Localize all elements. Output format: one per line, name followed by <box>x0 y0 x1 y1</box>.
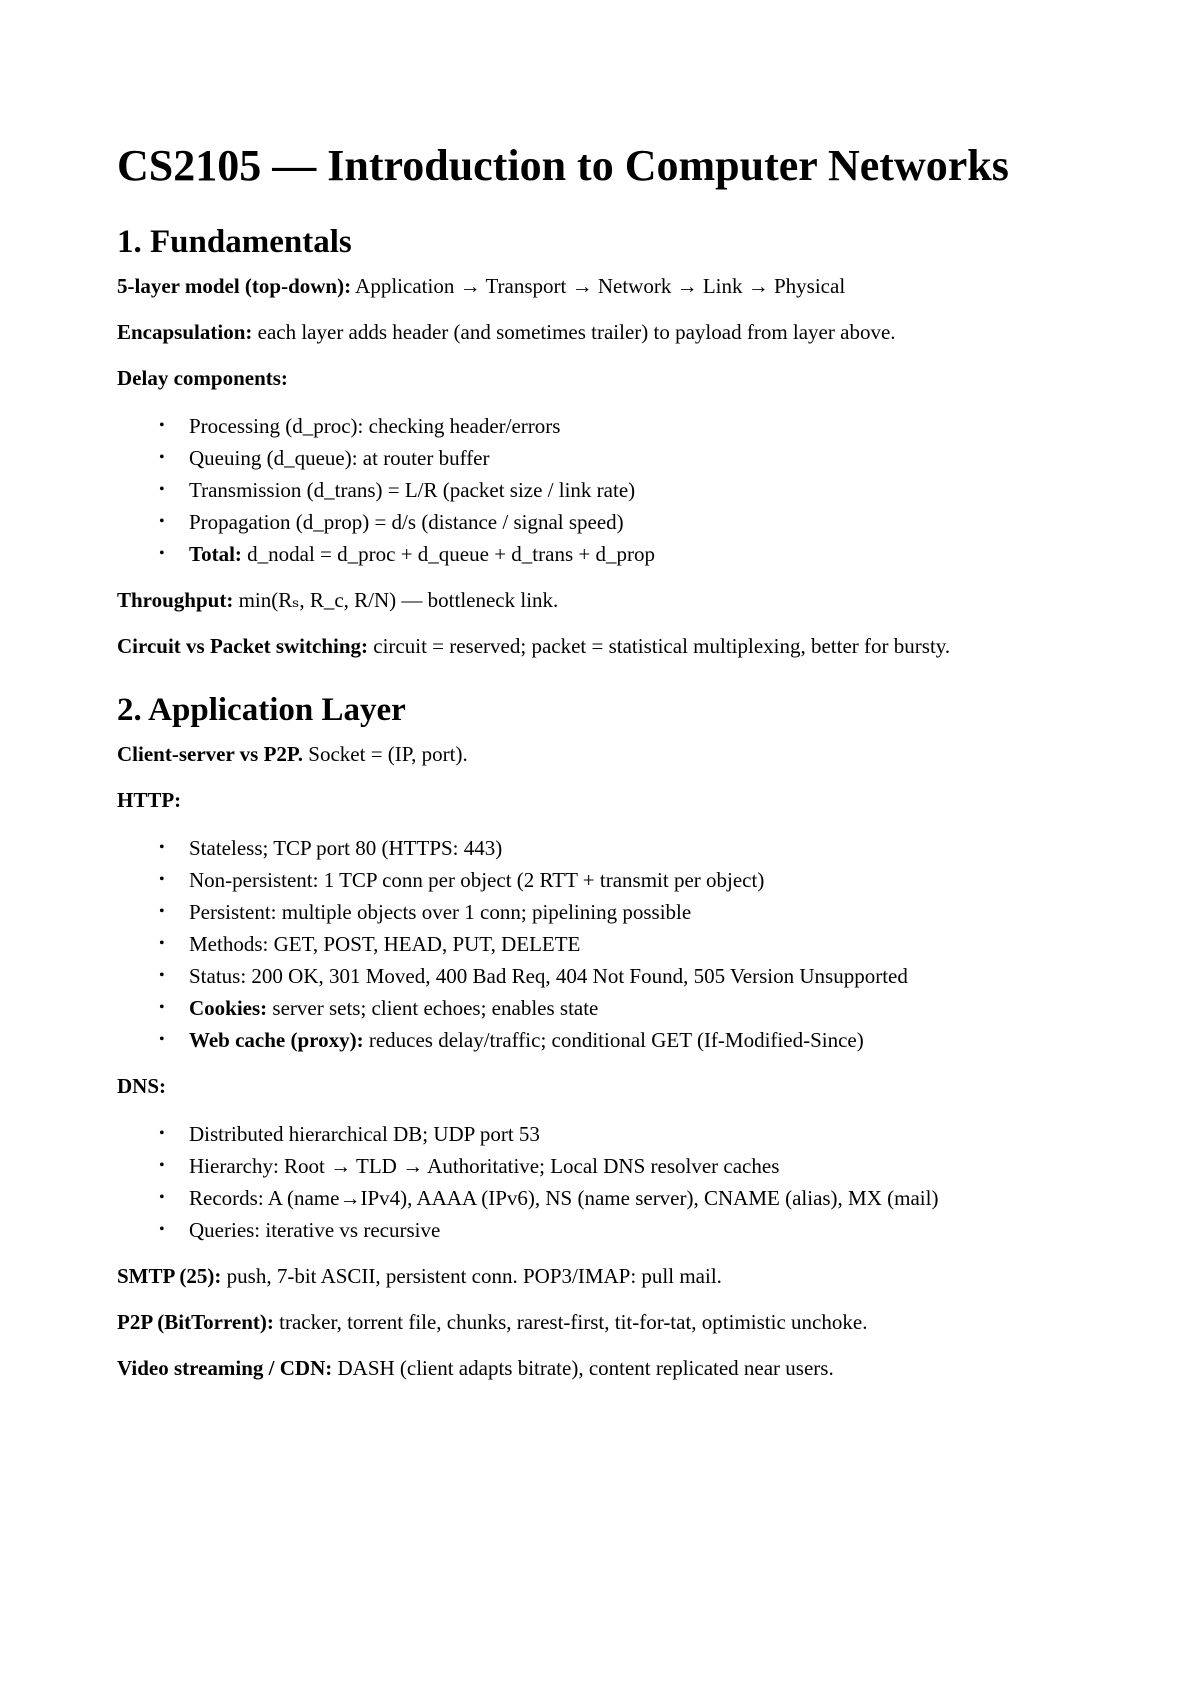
list-item: • Stateless; TCP port 80 (HTTPS: 443) <box>159 832 1107 864</box>
video-streaming-text: DASH (client adapts bitrate), content replicated near users. <box>332 1356 834 1380</box>
list-item: • Processing (d_proc): checking header/errors <box>159 410 1107 442</box>
list-item: • Records: A (name→IPv4), AAAA (IPv6), NS (name server), CNAME (alias), MX (mail) <box>159 1182 1107 1214</box>
list-item: • Queuing (d_queue): at router buffer <box>159 442 1107 474</box>
layer-model-paragraph <box>117 272 1107 300</box>
list-item: • Hierarchy: Root → TLD → Authoritative; Local DNS resolver caches <box>159 1150 1107 1182</box>
switching-text: circuit = reserved; packet = statistical multiplexing, better for bursty. <box>368 634 951 658</box>
section-heading-fundamentals: 1. Fundamentals <box>117 224 352 260</box>
bullet-icon: • <box>159 513 165 530</box>
layer-model-text: Application → Transport → Network → Link → Physical <box>351 274 846 298</box>
throughput-paragraph <box>117 586 1107 614</box>
bullet-icon: • <box>159 1189 165 1206</box>
bullet-icon: • <box>159 449 165 466</box>
http-list <box>117 832 1107 1056</box>
list-item: • Persistent: multiple objects over 1 conn; pipelining possible <box>159 896 1107 928</box>
bullet-icon: • <box>159 545 165 562</box>
bullet-icon: • <box>159 967 165 984</box>
p2p-label: P2P (BitTorrent): <box>117 1310 274 1334</box>
http-label: HTTP: <box>117 788 182 812</box>
dns-list <box>117 1118 1107 1246</box>
layer-model-label: 5-layer model (top-down): <box>117 274 352 298</box>
encapsulation-text: each layer adds header (and sometimes trailer) to payload from layer above. <box>252 320 896 344</box>
throughput-text: min(Rₛ, R_c, R/N) — bottleneck link. <box>233 588 559 612</box>
bullet-icon: • <box>159 1125 165 1142</box>
page-title: CS2105 — Introduction to Computer Networks <box>117 141 1009 190</box>
video-streaming-label: Video streaming / CDN: <box>117 1356 333 1380</box>
bullet-icon: • <box>159 839 165 856</box>
encapsulation-label: Encapsulation: <box>117 320 253 344</box>
list-item: • Cookies: server sets; client echoes; enables state <box>159 992 1107 1024</box>
list-item: • Distributed hierarchical DB; UDP port 53 <box>159 1118 1107 1150</box>
list-item: • Methods: GET, POST, HEAD, PUT, DELETE <box>159 928 1107 960</box>
list-item: • Total: d_nodal = d_proc + d_queue + d_trans + d_prop <box>159 538 1107 570</box>
section-heading-application: 2. Application Layer <box>117 692 406 728</box>
dns-label: DNS: <box>117 1074 167 1098</box>
smtp-text: push, 7-bit ASCII, persistent conn. POP3/IMAP: pull mail. <box>221 1264 722 1288</box>
client-server-label: Client-server vs P2P. <box>117 742 304 766</box>
bullet-icon: • <box>159 1031 165 1048</box>
bullet-icon: • <box>159 481 165 498</box>
list-item: • Non-persistent: 1 TCP conn per object (2 RTT + transmit per object) <box>159 864 1107 896</box>
smtp-paragraph <box>117 1262 1107 1290</box>
client-server-paragraph <box>117 740 1107 768</box>
smtp-label: SMTP (25): <box>117 1264 222 1288</box>
p2p-text: tracker, torrent file, chunks, rarest-first, tit-for-tat, optimistic unchoke. <box>273 1310 868 1334</box>
delay-components-label: Delay components: <box>117 366 288 390</box>
bullet-icon: • <box>159 935 165 952</box>
list-item: • Status: 200 OK, 301 Moved, 400 Bad Req, 404 Not Found, 505 Version Unsupported <box>159 960 1107 992</box>
switching-label: Circuit vs Packet switching: <box>117 634 369 658</box>
bullet-icon: • <box>159 1221 165 1238</box>
p2p-paragraph <box>117 1308 1107 1336</box>
list-item: • Transmission (d_trans) = L/R (packet size / link rate) <box>159 474 1107 506</box>
encapsulation-paragraph <box>117 318 1107 346</box>
throughput-label: Throughput: <box>117 588 234 612</box>
bullet-icon: • <box>159 871 165 888</box>
bullet-icon: • <box>159 417 165 434</box>
list-item: • Web cache (proxy): reduces delay/traffic; conditional GET (If-Modified-Since) <box>159 1024 1107 1056</box>
bullet-icon: • <box>159 1157 165 1174</box>
document-page <box>117 138 1107 1400</box>
bullet-icon: • <box>159 903 165 920</box>
bullet-icon: • <box>159 999 165 1016</box>
client-server-text: Socket = (IP, port). <box>303 742 468 766</box>
delay-components-list <box>117 410 1107 570</box>
switching-paragraph <box>117 632 1107 660</box>
list-item: • Propagation (d_prop) = d/s (distance / signal speed) <box>159 506 1107 538</box>
list-item: • Queries: iterative vs recursive <box>159 1214 1107 1246</box>
video-streaming-paragraph <box>117 1354 1107 1382</box>
